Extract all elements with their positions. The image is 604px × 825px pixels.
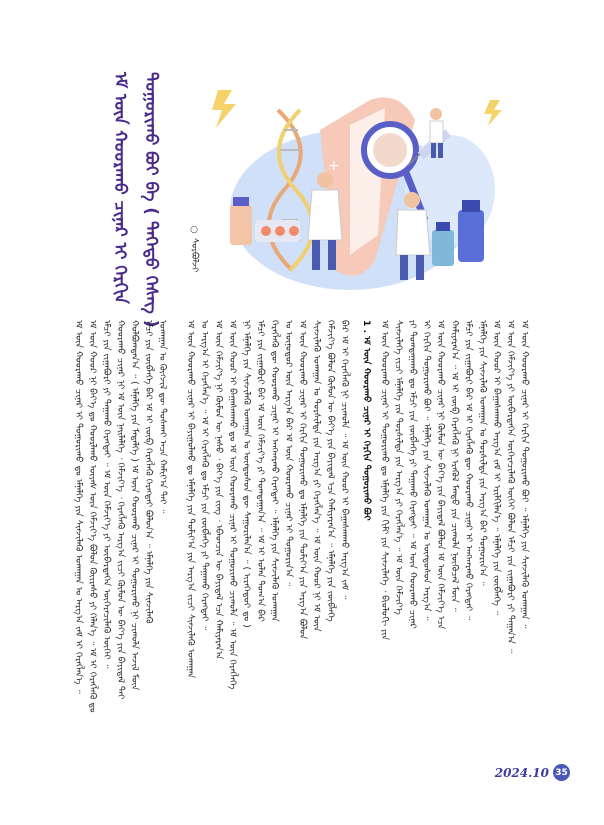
text-column: ᠡᠮ ᠦᠨ ᠬᠣᠣᠷᠠᠬᠤ ᠴᠢᠨᠠᠷ ᠢ ᠬᠡᠷᠬᠢᠨ ᠲᠣᠭᠣᠷᠢᠬᠤ ᠳᠤ ᠡᠮᠨᠡᠯᠭᠡ ᠶᠢᠨ ᠲᠣᠮᠢᠶ᠎ᠠ ᠶᠢᠨ ᠠᠷᠭ᠎ᠠ ᠪᠣᠯᠤᠨ [297,320,308,640]
medical-illustration [200,70,500,300]
plus-sign-icon: + [328,158,340,174]
text-column: ᠡᠮ ᠦᠨ ᠬᠣᠣᠷᠠᠬᠤ ᠴᠢᠨᠠᠷ ᠢ ᠲᠣᠭᠣᠷᠢᠬᠤ ᠳᠤ ᠡᠮᠨᠡᠯᠭᠡ ᠶᠢᠨ ᠬᠢᠮᠢ ᠶᠢᠨ ᠰᠢᠨᠵᠢᠯᠡᠭᠡ ᠂ ᠪᠢᠣᠯᠣᠭᠢ ᠶᠢᠨ [379,320,390,641]
text-column: ᠤ ᠥᠨᠥᠳᠥᠷ ᠦᠨ ᠠᠷᠭ᠎ᠠ ᠪᠠᠷ ᠡᠮ ᠦᠨ ᠬᠣᠣᠷᠠᠬᠤ ᠴᠢᠨᠠᠷ ᠢ ᠲᠣᠭᠣᠷᠢᠨ᠎ᠠ ᠃ [283,320,294,587]
text-column: ᠡᠮ ᠦᠨ ᠬᠣᠣᠷ ᠢ ᠪᠠᠭᠠᠰᠭᠠᠬᠤ ᠳᠤ ᠡᠮ ᠦᠨ ᠬᠣᠣᠷᠠᠬᠤ ᠴᠢᠨᠠᠷ ᠢ ᠲᠣᠭᠣᠷᠢᠬᠤ ᠴᠢᠬᠤᠯᠠ ᠃ ᠡᠮ ᠦᠨ ᠬᠡᠷᠡᠭᠯᠡᠭᠡ [227,320,238,690]
text-column: ᠡᠮ ᠦᠨ ᠬᠣᠣᠷᠠᠬᠤ ᠴᠢᠨᠠᠷ ᠢ ᠪᠠᠶᠢᠭᠤᠯᠬᠤ ᠳᠤ ᠡᠮᠨᠡᠯᠭᠡ ᠶᠢᠨ ᠲᠣᠮᠢᠶ᠎ᠠ ᠶᠢᠨ ᠠᠷᠭ᠎ᠠ ᠵᠢᠴᠢ ᠰᠢᠨᠵᠢᠯᠡᠬᠦ ᠤᠬᠠᠭᠠᠨ [185,320,196,679]
text-column: ᠪᠡᠷ ᠡᠮ ᠢ ᠬᠡᠷᠡᠭᠯᠡᠬᠦ ᠨᠢ ᠴᠢᠬᠤᠯᠠ ᠃ ᠡᠮ ᠦᠨ ᠬᠣᠣᠷ ᠢ ᠪᠠᠭᠠᠰᠭᠠᠬᠤ ᠠᠷᠭ᠎ᠠ ᠵᠠᠮ ᠃ [339,320,350,600]
text-column: ᠬᠣᠯᠪᠣᠭᠳᠠᠨ᠎ᠠ ᠃ ( ᠡᠮᠨᠡᠯᠭᠡ ᠶᠢᠨ ᠮᠡᠳᠡᠯᠭᠡ ) ᠡᠮ ᠦᠨ ᠬᠣᠣᠷᠠᠬᠤ ᠴᠢᠨᠠᠷ ᠢ ᠲᠣᠭᠣᠷᠢᠬᠤ ᠨᠢ ᠴᠢᠬᠤᠯᠠ ᠠᠵᠢᠯ ᠮᠥᠨ [129,320,140,691]
text-column: ᠤᠬᠠᠭᠠᠨ ᠤ ᠬᠥᠭᠵᠢᠯ ᠳᠦ ᠲᠤᠰᠬᠠᠢ ᠠᠴᠠ ᠬᠠᠮᠢᠶ᠎ᠠ ᠲᠠᠢ ᠃ [157,320,168,514]
text-column: ᠡᠮ ᠦᠨ ᠬᠣᠣᠷᠠᠬᠤ ᠴᠢᠨᠠᠷ ᠢ ᠲᠣᠭᠣᠷᠢᠬᠤ ᠳᠤ ᠡᠮᠨᠡᠯᠭᠡ ᠶᠢᠨ ᠰᠢᠨᠵᠢᠯᠡᠬᠦ ᠤᠬᠠᠭᠠᠨ ᠤ ᠠᠷᠭ᠎ᠠ ᠵᠠᠮ ᠢ ᠬᠡᠷᠡᠭᠯᠡᠨ᠎ᠡ ᠃ [73,320,84,694]
pill-blister-icon [255,220,300,242]
text-column: ᠡᠮᠨᠡᠯᠭᠡ ᠶᠢᠨ ᠰᠢᠨᠵᠢᠯᠡᠬᠦ ᠤᠬᠠᠭᠠᠨ ᠤ ᠲᠤᠷᠰᠢᠯᠲᠠ ᠶᠢᠨ ᠠᠷᠭ᠎ᠠ ᠪᠠᠷ ᠲᠣᠭᠣᠷᠢᠨ᠎ᠠ ᠃ [477,320,488,586]
section-heading: 1 . ᠡᠮ ᠦᠨ ᠬᠣᠣᠷᠠᠬᠤ ᠴᠢᠨᠠᠷ ᠢ ᠬᠡᠷᠬᠢᠨ ᠲᠤᠭᠤᠷᠢᠬᠤ ᠪᠤᠢ [361,320,372,521]
article-title-line-1: ᠡᠮ ᠦᠨ ᠬᠣᠣᠷᠠᠬᠤ ᠴᠢᠨᠠᠷ ᠢ ᠬᠡᠷᠬᠢᠨ [110,72,130,304]
text-column: ᠡᠮ ᠦᠨ ᠬᠣᠣᠷ ᠨᠢ ᠪᠡᠶ᠎ᠡ ᠳᠤ ᠬᠣᠣᠷᠯᠠᠬᠤ ᠦᠶᠡᠰ ᠦᠨ ᠬᠡᠮᠵᠢᠶ᠎ᠡ ᠪᠣᠯᠤᠨ ᠬᠦᠢᠷᠡᠰᠦ ᠶᠢ ᠬᠡᠯᠡᠨ᠎ᠡ ᠃ ᠡᠮ ᠢ ᠬᠡᠷᠡᠭᠯᠡᠬᠦ ᠳᠤ [87,320,98,713]
text-column: ᠡᠮ ᠦᠨ ᠬᠣᠣᠷᠠᠬᠤ ᠴᠢᠨᠠᠷ ᠢ ᠬᠡᠷᠬᠢᠨ ᠲᠣᠭᠣᠷᠢᠬᠤ ᠪᠤᠢ ᠃ ᠡᠮᠨᠡᠯᠭᠡ ᠶᠢᠨ ᠰᠢᠨᠵᠢᠯᠡᠬᠦ ᠤᠬᠠᠭᠠᠨ ᠃ [519,320,530,629]
text-column: ᠡᠮᠴᠢ ᠶᠢᠨ ᠵᠢᠭᠠᠪᠤᠷᠢ ᠪᠡᠷ ᠡᠮ ᠦᠨ ᠬᠡᠮᠵᠢᠶ᠎ᠡ ᠶᠢ ᠲᠣᠭᠲᠠᠭᠠᠨ᠎ᠠ ᠃ ᠡᠮ ᠢ ᠣᠯᠠᠨ ᠲᠣᠭ᠎ᠠ ᠪᠠᠷ [255,320,266,622]
text-column: ᠬᠣᠣᠷᠠᠬᠤ ᠴᠢᠨᠠᠷ ᠨᠢ ᠡᠮ ᠦᠨ ᠨᠡᠢᠯᠡᠯᠭᠡ ᠂ ᠬᠡᠮᠵᠢᠶ᠎ᠡ ᠂ ᠬᠡᠷᠡᠭᠯᠡᠬᠦ ᠠᠷᠭ᠎ᠠ ᠵᠢᠴᠢ ᠬᠦᠮᠦᠨ ᠦ ᠪᠡᠶ᠎ᠡ ᠶᠢᠨ ᠪᠠᠶᠢᠳᠠᠯ ᠲᠠᠢ [115,320,126,700]
page-folio [495,764,570,781]
text-column: ᠶᠢ ᠲᠣᠭᠲᠠᠭᠠᠬᠤ ᠳᠤ ᠡᠮᠴᠢ ᠶᠢᠨ ᠵᠥᠪᠯᠡᠭᠡ ᠶᠢ ᠳᠠᠭᠠᠬᠤ ᠬᠡᠷᠡᠭᠲᠡᠢ ᠃ ᠡᠮ ᠦᠨ ᠬᠣᠣᠷᠠᠬᠤ ᠴᠢᠨᠠᠷ [407,320,418,629]
text-column: ᠡᠮᠴᠢ ᠶᠢᠨ ᠵᠥᠪᠯᠡᠭᠡ ᠪᠡᠷ ᠡᠮ ᠢ ᠵᠥᠪ ᠬᠡᠷᠡᠭᠯᠡᠬᠦ ᠬᠡᠷᠡᠭᠲᠡᠢ ᠪᠣᠯᠤᠨ᠎ᠠ ᠃ ᠡᠮᠨᠡᠯᠭᠡ ᠶᠢᠨ ᠰᠢᠨᠵᠢᠯᠡᠬᠦ [143,320,154,624]
text-column: ᠡᠮᠴᠢ ᠶᠢᠨ ᠵᠢᠭᠠᠪᠤᠷᠢ ᠪᠡᠷ ᠡᠮ ᠢ ᠬᠡᠷᠡᠭᠯᠡᠬᠦ ᠳᠦ ᠬᠣᠣᠷᠠᠬᠤ ᠴᠢᠨᠠᠷ ᠢ ᠠᠩᠬᠠᠷᠬᠤ ᠬᠡᠷᠡᠭᠲᠡᠢ ᠃ [463,320,474,621]
text-column: ᠬᠠᠮᠢᠶᠠᠷᠠᠨ᠎ᠠ ᠃ ᠡᠮ ᠢ ᠵᠥᠪ ᠬᠡᠷᠡᠭᠯᠡᠬᠦ ᠨᠢ ᠡᠷᠡᠭᠦᠯ ᠮᠡᠨᠳᠦ ᠶᠢᠨ ᠴᠢᠬᠤᠯᠠ ᠨᠥᠬᠦᠴᠡᠯ ᠮᠥᠨ ᠃ [449,320,460,612]
text-column: ᠬᠡᠷᠡᠭᠯᠡᠬᠦ ᠳᠦ ᠬᠣᠣᠷᠠᠬᠤ ᠴᠢᠨᠠᠷ ᠢ ᠠᠩᠬᠠᠷᠬᠤ ᠬᠡᠷᠡᠭᠲᠡᠢ ᠃ ᠡᠮᠨᠡᠯᠭᠡ ᠶᠢᠨ ᠰᠢᠨᠵᠢᠯᠡᠬᠦ ᠤᠬᠠᠭᠠᠨ [269,320,280,622]
text-column: ᠡᠮ ᠦᠨ ᠬᠣᠣᠷᠠᠬᠤ ᠴᠢᠨᠠᠷ ᠨᠢ ᠬᠦᠮᠦᠨ ᠦ ᠪᠡᠶ᠎ᠡ ᠶᠢᠨ ᠪᠠᠶᠢᠳᠠᠯ ᠪᠣᠯᠤᠨ ᠡᠮ ᠦᠨ ᠬᠡᠮᠵᠢᠶ᠎ᠡ ᠡᠴᠡ [435,320,446,630]
text-column: ᠡᠮᠴᠢ ᠶᠢᠨ ᠵᠢᠭᠠᠪᠤᠷᠢ ᠶᠢ ᠳᠠᠭᠠᠬᠤ ᠬᠡᠷᠡᠭᠳᠡᠢ ᠃ ᠡᠮ ᠦᠨ ᠬᠡᠮᠵᠢᠶ᠎ᠡ ᠶᠢ ᠥᠪᠡᠷᠲᠡᠭᠡᠨ ᠥᠭᠡᠷᠡᠴᠢᠯᠡᠬᠦ ᠦᠭᠡᠢ ᠃ [101,320,112,669]
text-column: ᠤ ᠠᠷᠭ᠎ᠠ ᠢ ᠬᠡᠷᠡᠭᠯᠡᠨ᠎ᠡ ᠃ ᠡᠮ ᠢ ᠬᠡᠷᠡᠭᠯᠡᠬᠦ ᠳᠤ ᠡᠮᠴᠢ ᠶᠢᠨ ᠵᠥᠪᠯᠡᠭᠡ ᠶᠢ ᠳᠠᠭᠠᠬᠤ ᠬᠡᠷᠡᠭᠲᠡᠢ ᠃ [199,320,210,631]
text-column: ᠨᠢ ᠡᠮᠨᠡᠯᠭᠡ ᠶᠢᠨ ᠰᠢᠨᠵᠢᠯᠡᠬᠦ ᠤᠬᠠᠭᠠᠨ ᠤ ᠦᠨᠳᠦᠰᠦᠨ ᠳᠦ ᠰᠠᠭᠤᠷᠢᠯᠠᠨ᠎ᠠ ᠃ ( ᠢᠷᠡᠭᠡᠳᠦᠢ ᠳᠤ ) [241,320,252,628]
text-column: ᠬᠡᠮᠵᠢᠶ᠎ᠡ ᠪᠣᠯᠤᠨ ᠬᠦᠮᠦᠨ ᠦ ᠪᠡᠶ᠎ᠡ ᠶᠢᠨ ᠪᠠᠶᠢᠳᠠᠯ ᠡᠴᠡ ᠬᠠᠮᠢᠶᠠᠷᠠᠨ᠎ᠠ ᠃ ᠡᠮᠨᠡᠯᠭᠡ ᠶᠢᠨ ᠵᠥᠪᠯᠡᠭᠡ [325,320,336,622]
text-column: ᠡᠮ ᠦᠨ ᠬᠣᠣᠷ ᠢ ᠪᠠᠭᠠᠰᠭᠠᠬᠤ ᠠᠷᠭ᠎ᠠ ᠵᠠᠮ ᠢ ᠡᠷᠢᠯᠬᠢᠯᠡᠨ᠎ᠡ ᠃ ᠡᠮᠨᠡᠯᠭᠡ ᠶᠢᠨ ᠵᠥᠪᠯᠡᠭᠡ ᠃ [491,320,502,616]
text-column: ᠢ ᠬᠡᠷᠬᠢᠨ ᠲᠣᠭᠣᠷᠢᠬᠤ ᠪᠤᠢ ᠃ ᠡᠮᠨᠡᠯᠭᠡ ᠶᠢᠨ ᠰᠢᠨᠵᠢᠯᠡᠬᠦ ᠤᠬᠠᠭᠠᠨ ᠤ ᠦᠨᠳᠦᠰᠦᠨ ᠠᠷᠭ᠎ᠠ ᠃ [421,320,432,621]
issue-date: 2024.10 [494,765,549,780]
lightning-icon [212,90,236,128]
text-column: ᠰᠢᠨᠵᠢᠯᠡᠭᠡ ᠵᠢᠴᠢ ᠡᠮᠨᠡᠯᠭᠡ ᠶᠢᠨ ᠲᠤᠷᠰᠢᠯᠲᠠ ᠶᠢᠨ ᠠᠷᠭ᠎ᠠ ᠶᠢ ᠬᠡᠷᠡᠭᠯᠡᠨ᠎ᠡ ᠃ ᠡᠮ ᠦᠨ ᠬᠡᠮᠵᠢᠶ᠎ᠡ [393,320,404,615]
text-column: ᠰᠢᠨᠵᠢᠯᠡᠬᠦ ᠤᠬᠠᠭᠠᠨ ᠤ ᠲᠤᠷᠰᠢᠯᠲᠠ ᠶᠢᠨ ᠠᠷᠭ᠎ᠠ ᠶᠢ ᠬᠡᠷᠡᠭᠯᠡᠨ᠎ᠡ ᠃ ᠡᠮ ᠦᠨ ᠬᠣᠣᠷ ᠨᠢ ᠡᠮ ᠦᠨ [311,320,322,632]
article-title-line-2: ᠲᠤᠭᠤᠷᠢᠬᠤ ᠪᠤᠢ ᠪᠡ ( ᠳᠡᠭᠡᠳᠦ ᠬᠡᠰᠡᠭ ) [141,72,161,328]
lightning-icon-small [484,100,502,126]
text-column: ᠡᠮ ᠦᠨ ᠬᠡᠮᠵᠢᠶ᠎ᠡ ᠶᠢ ᠥᠪᠡᠷᠲᠡᠭᠡᠨ ᠥᠭᠡᠷᠡᠴᠢᠯᠡᠬᠦ ᠦᠭᠡᠢ ᠪᠣᠯᠤᠨ ᠡᠮᠴᠢ ᠶᠢᠨ ᠵᠢᠭᠠᠪᠤᠷᠢ ᠶᠢ ᠳᠠᠭᠠᠨ᠎ᠠ ᠃ [505,320,516,654]
text-column: ᠡᠮ ᠦᠨ ᠬᠡᠮᠵᠢᠶ᠎ᠡ ᠨᠢ ᠬᠦᠮᠦᠨ ᠦ ᠨᠠᠰᠤ ᠂ ᠪᠡᠶ᠎ᠡ ᠶᠢᠨ ᠵᠢᠩ ᠂ ᠡᠪᠡᠳᠴᠢᠨ ᠦ ᠪᠠᠶᠢᠳᠠᠯ ᠡᠴᠡ ᠬᠠᠮᠢᠶᠠᠷᠠᠨ᠎ᠠ [213,320,224,660]
author-byline: ○ ᠰᠤᠷᠪᠤᠯᠵᠢ [189,225,199,273]
page-number: 35 [553,764,570,781]
